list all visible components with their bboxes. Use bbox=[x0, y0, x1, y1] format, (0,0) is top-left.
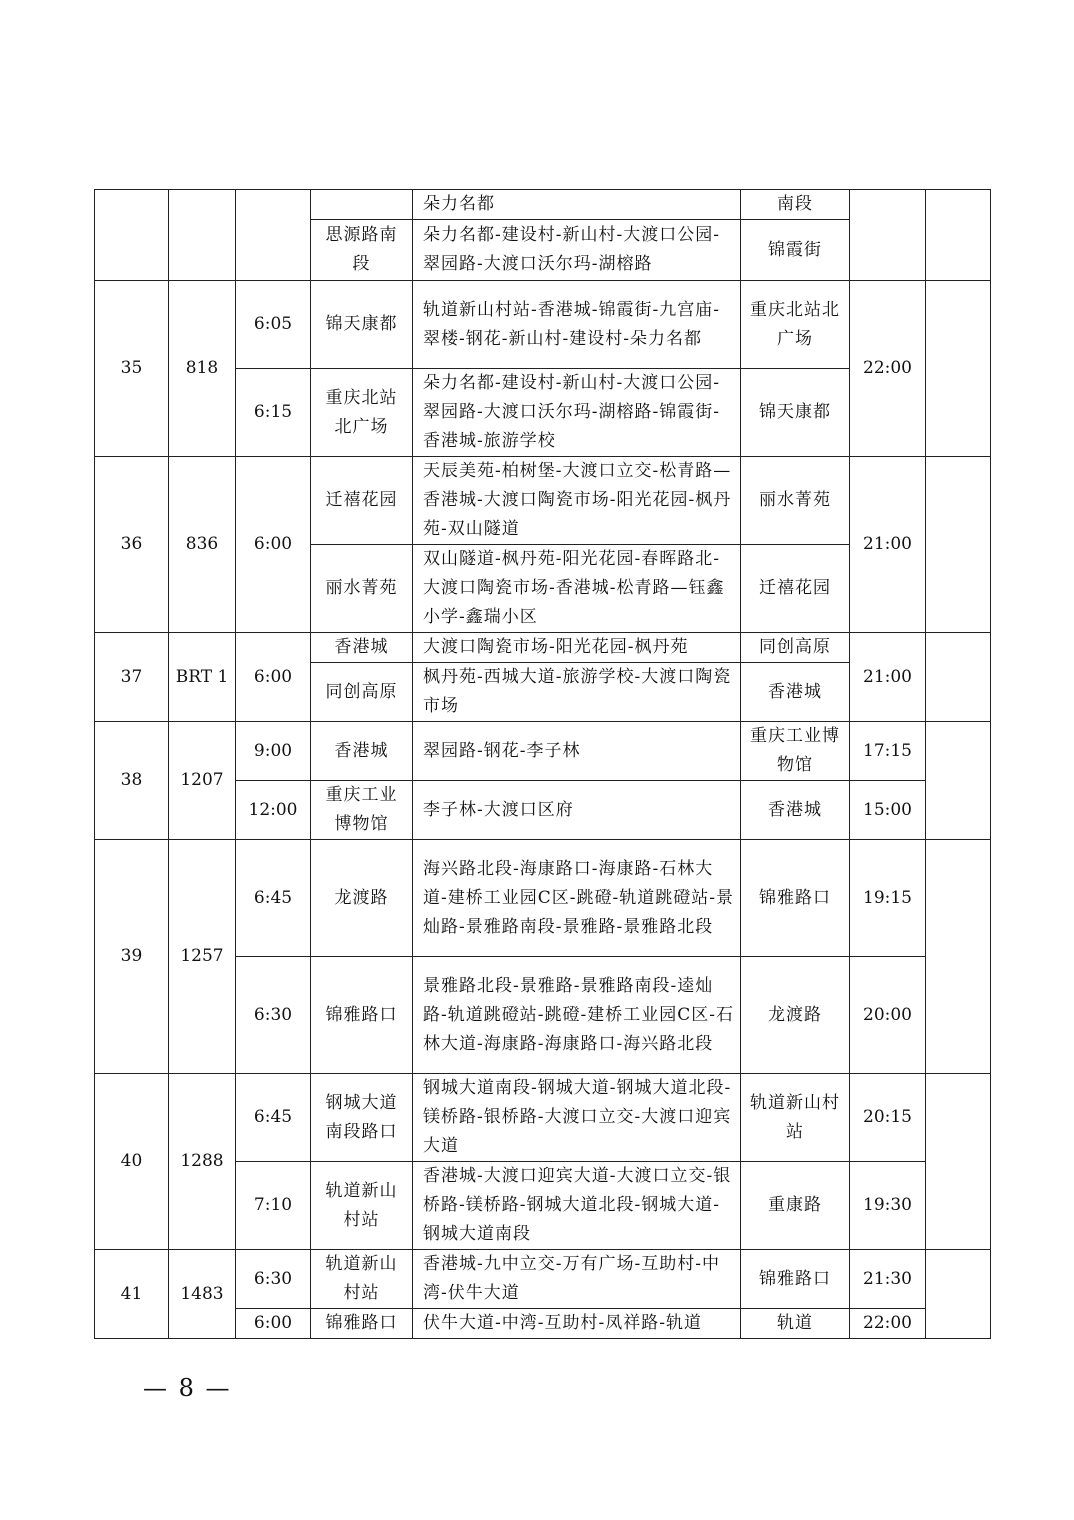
first-bus-cell: 6:30 bbox=[236, 957, 311, 1074]
route-cell: 景雅路北段-景雅路-景雅路南段-逵灿路-轨道跳磴站-跳磴-建桥工业园C区-石林大道-海康路-海康路口-海兴路北段 bbox=[413, 957, 741, 1074]
last-bus-cell: 21:00 bbox=[850, 633, 926, 722]
terminal-cell: 锦天康都 bbox=[741, 369, 850, 457]
last-bus-cell: 22:00 bbox=[850, 281, 926, 457]
last-bus-cell: 17:15 bbox=[850, 722, 926, 781]
route-cell: 枫丹苑-西城大道-旅游学校-大渡口陶瓷市场 bbox=[413, 663, 741, 722]
origin-cell: 同创高原 bbox=[311, 663, 413, 722]
first-bus-cell: 6:30 bbox=[236, 1250, 311, 1309]
route-cell: 朵力名都-建设村-新山村-大渡口公园-翠园路-大渡口沃尔玛-湖榕路 bbox=[413, 220, 741, 281]
last-bus-cell: 15:00 bbox=[850, 781, 926, 840]
bus-timetable bbox=[94, 189, 991, 1339]
route-cell: 香港城-大渡口迎宾大道-大渡口立交-银桥路-镁桥路-钢城大道北段-钢城大道-钢城大道南段 bbox=[413, 1162, 741, 1250]
first-bus-cell: 6:45 bbox=[236, 840, 311, 957]
route-cell: 大渡口陶瓷市场-阳光花园-枫丹苑 bbox=[413, 633, 741, 663]
table-row bbox=[95, 840, 991, 957]
line-cell: BRT 1 bbox=[169, 633, 236, 722]
origin-cell: 钢城大道南段路口 bbox=[311, 1074, 413, 1162]
table-row bbox=[95, 722, 991, 781]
remark-cell bbox=[926, 457, 991, 633]
route-cell: 李子林-大渡口区府 bbox=[413, 781, 741, 840]
route-cell: 翠园路-钢花-李子林 bbox=[413, 722, 741, 781]
remark-cell bbox=[926, 840, 991, 1074]
remark-cell bbox=[926, 281, 991, 457]
line-cell: 1257 bbox=[169, 840, 236, 1074]
last-bus-cell: 20:00 bbox=[850, 957, 926, 1074]
table-row bbox=[95, 1250, 991, 1309]
remark-cell bbox=[926, 190, 991, 281]
origin-cell: 重庆北站北广场 bbox=[311, 369, 413, 457]
no-cell: 35 bbox=[95, 281, 169, 457]
origin-cell: 香港城 bbox=[311, 722, 413, 781]
first-bus-cell: 6:00 bbox=[236, 457, 311, 633]
table-row bbox=[95, 190, 991, 220]
first-bus-cell: 6:00 bbox=[236, 633, 311, 722]
first-bus-cell: 7:10 bbox=[236, 1162, 311, 1250]
origin-cell: 龙渡路 bbox=[311, 840, 413, 957]
origin-cell: 锦雅路口 bbox=[311, 957, 413, 1074]
table-row bbox=[95, 281, 991, 369]
line-cell: 836 bbox=[169, 457, 236, 633]
terminal-cell: 丽水菁苑 bbox=[741, 457, 850, 545]
origin-cell: 轨道新山村站 bbox=[311, 1250, 413, 1309]
line-cell: 818 bbox=[169, 281, 236, 457]
last-bus-cell: 20:15 bbox=[850, 1074, 926, 1162]
first-bus-cell: 6:05 bbox=[236, 281, 311, 369]
route-cell: 钢城大道南段-钢城大道-钢城大道北段-镁桥路-银桥路-大渡口立交-大渡口迎宾大道 bbox=[413, 1074, 741, 1162]
terminal-cell: 锦雅路口 bbox=[741, 1250, 850, 1309]
no-cell: 40 bbox=[95, 1074, 169, 1250]
line-cell: 1288 bbox=[169, 1074, 236, 1250]
remark-cell bbox=[926, 722, 991, 840]
route-cell: 朵力名都 bbox=[413, 190, 741, 220]
route-cell: 轨道新山村站-香港城-锦霞街-九宫庙-翠楼-钢花-新山村-建设村-朵力名都 bbox=[413, 281, 741, 369]
terminal-cell: 重庆北站北广场 bbox=[741, 281, 850, 369]
first-bus-cell bbox=[236, 190, 311, 281]
table-row bbox=[95, 633, 991, 663]
table-row bbox=[95, 457, 991, 545]
origin-cell: 思源路南段 bbox=[311, 220, 413, 281]
terminal-cell: 轨道 bbox=[741, 1309, 850, 1339]
route-cell: 香港城-九中立交-万有广场-互助村-中湾-伏牛大道 bbox=[413, 1250, 741, 1309]
terminal-cell: 南段 bbox=[741, 190, 850, 220]
last-bus-cell: 21:00 bbox=[850, 457, 926, 633]
no-cell: 36 bbox=[95, 457, 169, 633]
terminal-cell: 锦霞街 bbox=[741, 220, 850, 281]
last-bus-cell: 19:15 bbox=[850, 840, 926, 957]
route-cell: 双山隧道-枫丹苑-阳光花园-春晖路北-大渡口陶瓷市场-香港城-松青路—钰鑫小学-鑫瑞小区 bbox=[413, 545, 741, 633]
last-bus-cell: 21:30 bbox=[850, 1250, 926, 1309]
origin-cell: 锦天康都 bbox=[311, 281, 413, 369]
line-cell: 1207 bbox=[169, 722, 236, 840]
remark-cell bbox=[926, 633, 991, 722]
origin-cell: 锦雅路口 bbox=[311, 1309, 413, 1339]
no-cell: 39 bbox=[95, 840, 169, 1074]
route-cell: 朵力名都-建设村-新山村-大渡口公园-翠园路-大渡口沃尔玛-湖榕路-锦霞街-香港城-旅游学校 bbox=[413, 369, 741, 457]
route-cell: 海兴路北段-海康路口-海康路-石林大道-建桥工业园C区-跳磴-轨道跳磴站-景灿路-景雅路南段-景雅路-景雅路北段 bbox=[413, 840, 741, 957]
terminal-cell: 锦雅路口 bbox=[741, 840, 850, 957]
terminal-cell: 迁禧花园 bbox=[741, 545, 850, 633]
origin-cell: 重庆工业博物馆 bbox=[311, 781, 413, 840]
terminal-cell: 龙渡路 bbox=[741, 957, 850, 1074]
route-cell: 天辰美苑-柏树堡-大渡口立交-松青路—香港城-大渡口陶瓷市场-阳光花园-枫丹苑-双山隧道 bbox=[413, 457, 741, 545]
first-bus-cell: 12:00 bbox=[236, 781, 311, 840]
first-bus-cell: 6:15 bbox=[236, 369, 311, 457]
no-cell: 41 bbox=[95, 1250, 169, 1339]
last-bus-cell: 19:30 bbox=[850, 1162, 926, 1250]
terminal-cell: 同创高原 bbox=[741, 633, 850, 663]
terminal-cell: 香港城 bbox=[741, 781, 850, 840]
terminal-cell: 香港城 bbox=[741, 663, 850, 722]
origin-cell bbox=[311, 190, 413, 220]
remark-cell bbox=[926, 1074, 991, 1250]
origin-cell: 轨道新山村站 bbox=[311, 1162, 413, 1250]
terminal-cell: 重康路 bbox=[741, 1162, 850, 1250]
line-cell bbox=[169, 190, 236, 281]
remark-cell bbox=[926, 1250, 991, 1339]
terminal-cell: 重庆工业博物馆 bbox=[741, 722, 850, 781]
terminal-cell: 轨道新山村站 bbox=[741, 1074, 850, 1162]
last-bus-cell bbox=[850, 190, 926, 281]
no-cell: 38 bbox=[95, 722, 169, 840]
origin-cell: 香港城 bbox=[311, 633, 413, 663]
first-bus-cell: 6:45 bbox=[236, 1074, 311, 1162]
table-row bbox=[95, 1074, 991, 1162]
route-cell: 伏牛大道-中湾-互助村-凤祥路-轨道 bbox=[413, 1309, 741, 1339]
line-cell: 1483 bbox=[169, 1250, 236, 1339]
origin-cell: 丽水菁苑 bbox=[311, 545, 413, 633]
no-cell: 37 bbox=[95, 633, 169, 722]
first-bus-cell: 6:00 bbox=[236, 1309, 311, 1339]
no-cell bbox=[95, 190, 169, 281]
first-bus-cell: 9:00 bbox=[236, 722, 311, 781]
origin-cell: 迁禧花园 bbox=[311, 457, 413, 545]
page-number: — 8 — bbox=[143, 1374, 232, 1402]
last-bus-cell: 22:00 bbox=[850, 1309, 926, 1339]
